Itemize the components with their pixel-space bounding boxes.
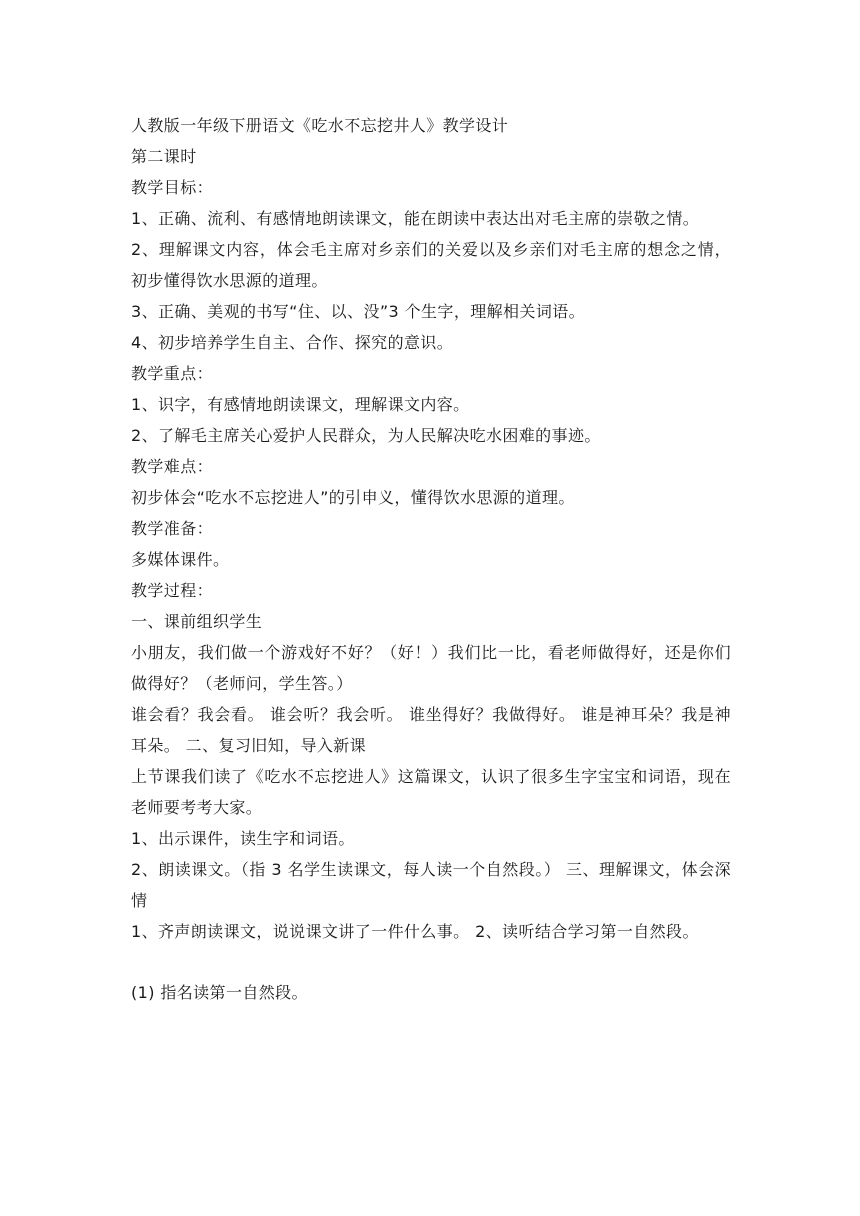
process-item: 1、齐声朗读课文，说说课文讲了一件什么事。 2、读听结合学习第一自然段。: [131, 922, 699, 941]
objective-item: 3、正确、美观的书写“住、以、没”3 个生字，理解相关词语。: [131, 302, 586, 321]
difficulty-text: 初步体会“吃水不忘挖进人”的引申义，懂得饮水思源的道理。: [131, 488, 575, 507]
process-heading: 教学过程：: [131, 581, 214, 600]
document-body: [131, 110, 731, 1008]
process-item: 1、出示课件，读生字和词语。: [131, 829, 355, 848]
objective-item: 4、初步培养学生自主、合作、探究的意识。: [131, 333, 454, 352]
lesson-label: 第二课时: [131, 147, 197, 166]
objectives-heading: 教学目标：: [131, 178, 214, 197]
process-item: (1) 指名读第一自然段。: [131, 983, 308, 1002]
process-item: 2、朗读课文。（指 3 名学生读课文，每人读一个自然段。） 三、理解课文，体会深情: [131, 860, 731, 910]
process-item: 谁会看？我会看。 谁会听？我会听。 谁坐得好？我做得好。 谁是神耳朵？我是神耳朵。 二、复习旧知，导入新课: [131, 705, 731, 755]
objective-item: 2、理解课文内容，体会毛主席对乡亲们的关爱以及乡亲们对毛主席的想念之情，初步懂得饮水思源的道理。: [131, 240, 731, 290]
key-point-item: 1、识字，有感情地朗读课文，理解课文内容。: [131, 395, 470, 414]
key-points-heading: 教学重点：: [131, 364, 214, 383]
objective-item: 1、正确、流利、有感情地朗读课文，能在朗读中表达出对毛主席的崇敬之情。: [131, 209, 700, 228]
process-item: 小朋友，我们做一个游戏好不好？（好！）我们比一比，看老师做得好，还是你们做得好？（老师问，学生答。）: [131, 643, 731, 693]
difficulty-heading: 教学难点：: [131, 457, 214, 476]
process-item: 一、课前组织学生: [131, 612, 263, 631]
key-point-item: 2、了解毛主席关心爱护人民群众，为人民解决吃水困难的事迹。: [131, 426, 601, 445]
document-title: 人教版一年级下册语文《吃水不忘挖井人》教学设计: [131, 116, 509, 135]
preparation-text: 多媒体课件。: [131, 550, 230, 569]
preparation-heading: 教学准备：: [131, 519, 214, 538]
process-item: 上节课我们读了《吃水不忘挖进人》这篇课文，认识了很多生字宝宝和词语，现在老师要考考大家。: [131, 767, 731, 817]
paragraph-spacer: [131, 947, 731, 977]
